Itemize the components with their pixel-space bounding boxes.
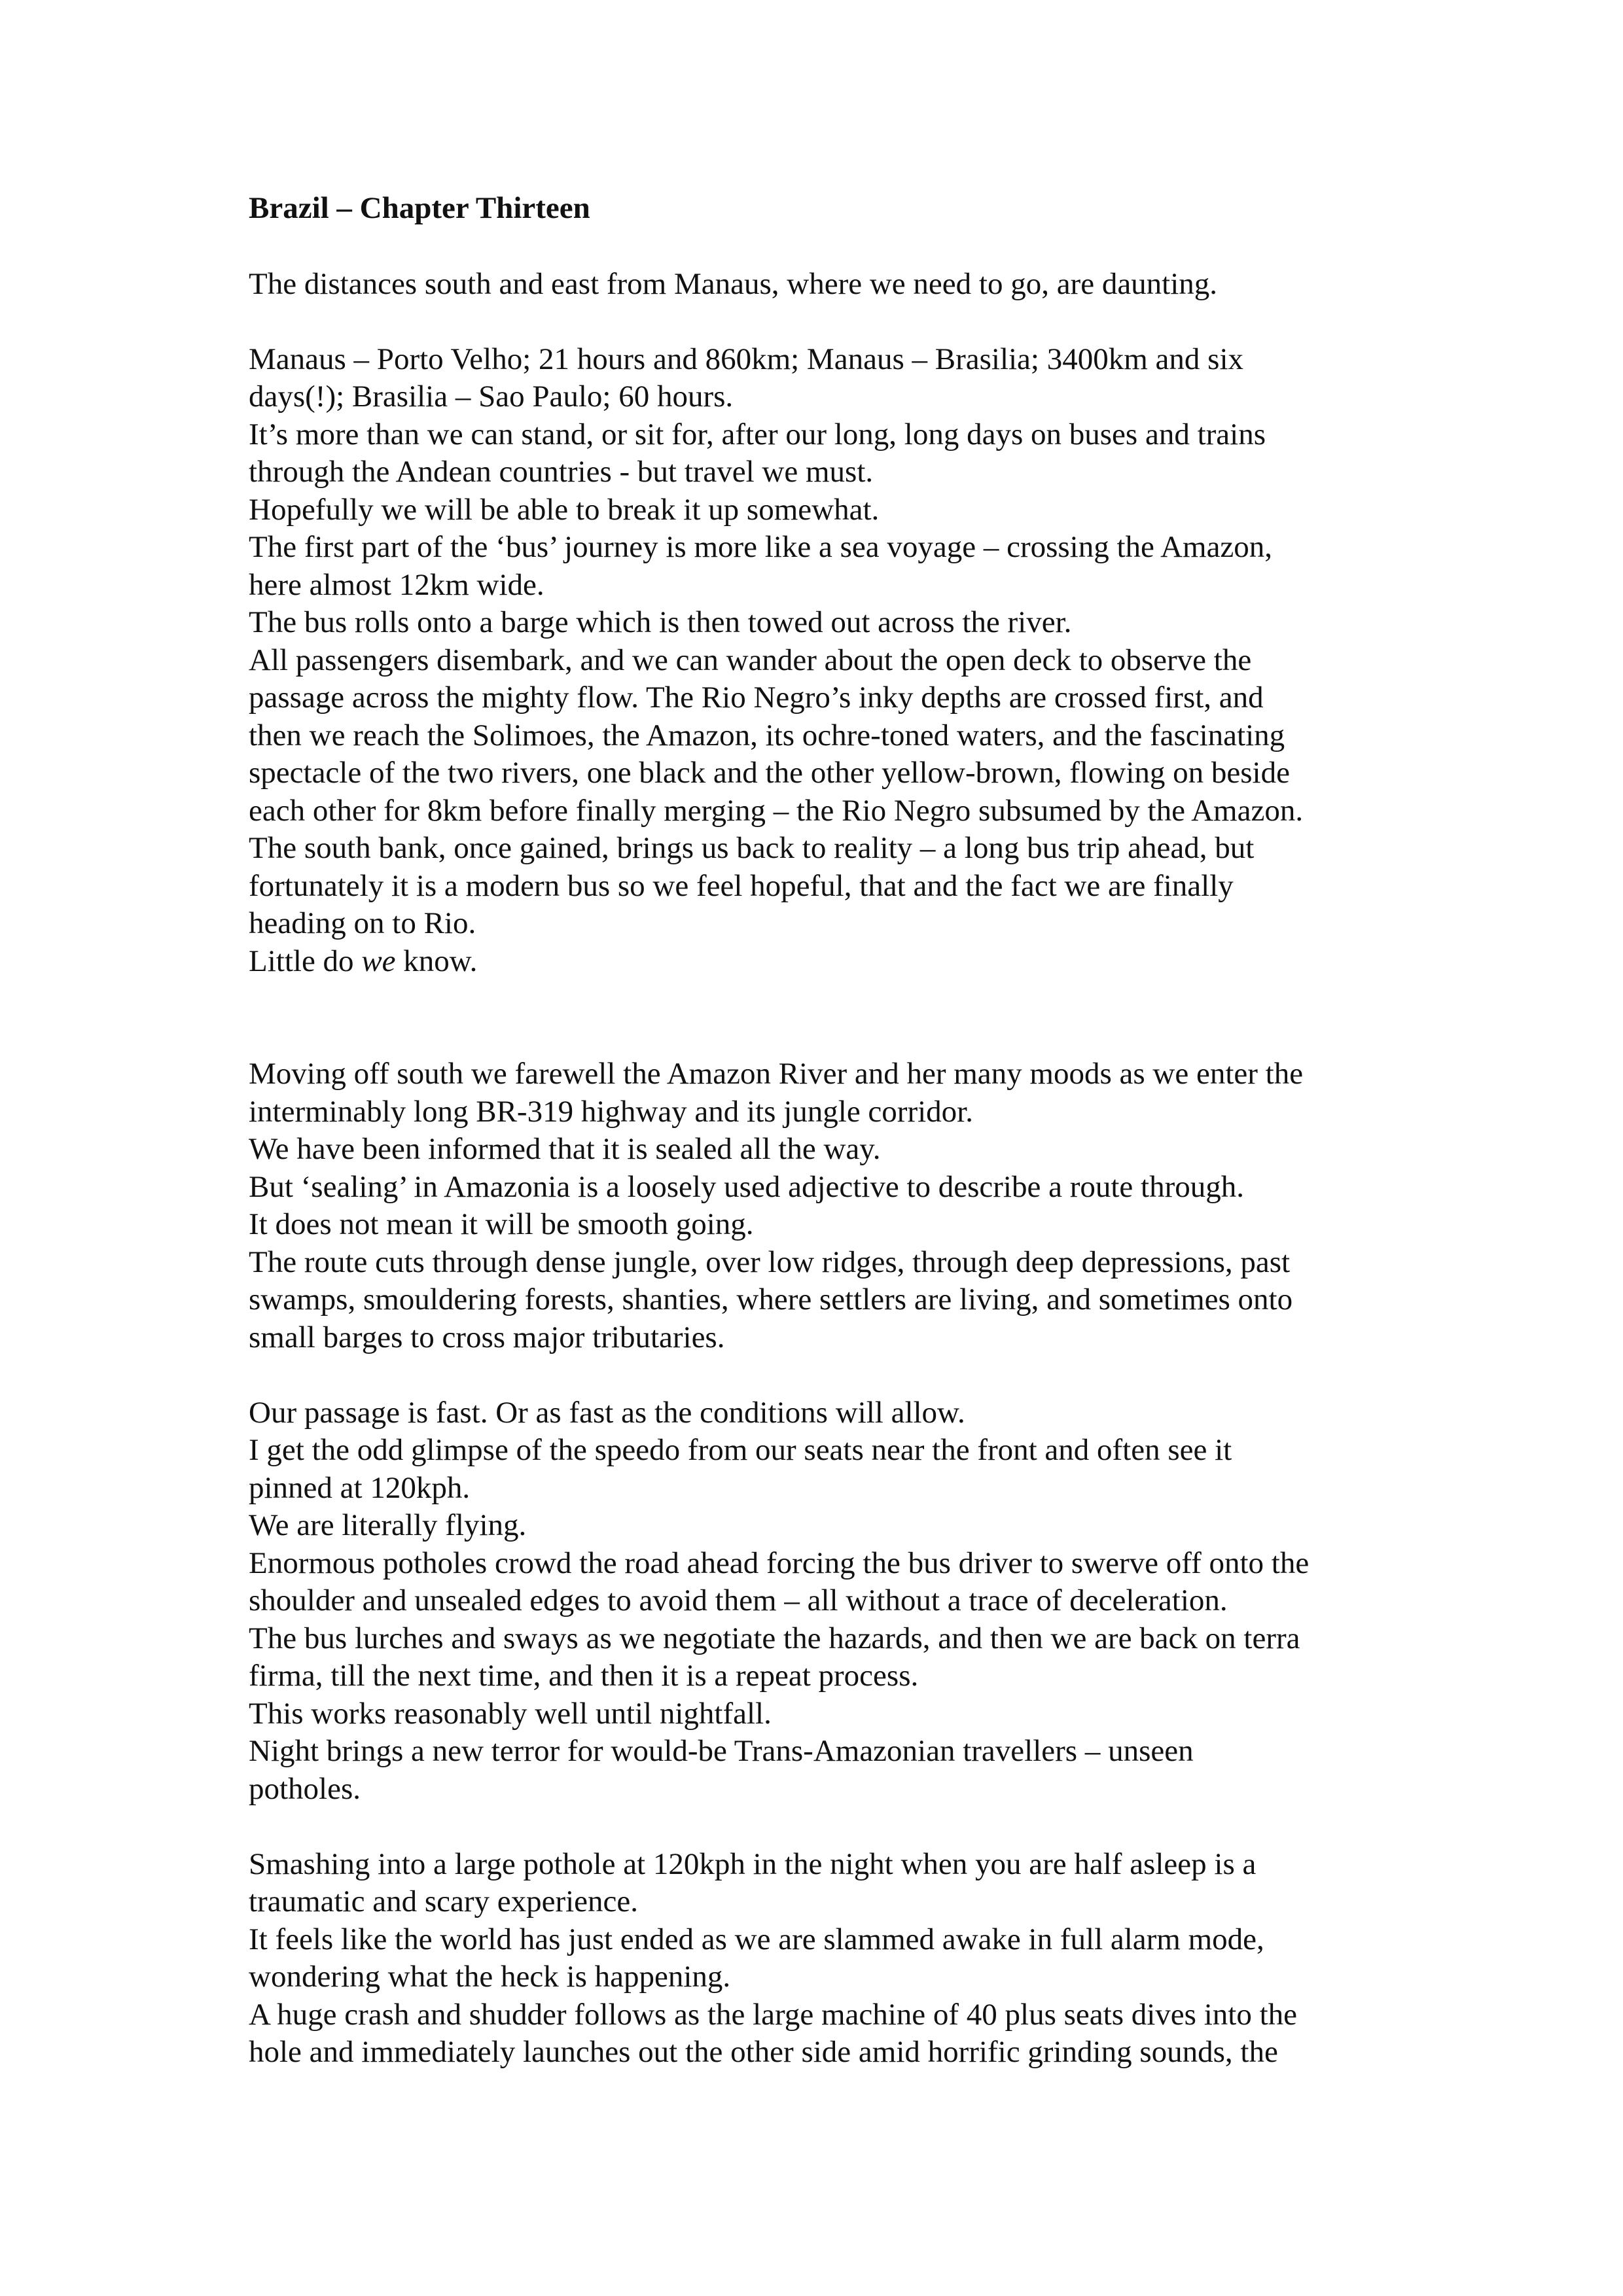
- text-line: The first part of the ‘bus’ journey is more like a sea voyage – crossing the Amazon,: [249, 530, 1273, 564]
- text-line: I get the odd glimpse of the speedo from our seats near the front and often see it: [249, 1433, 1232, 1467]
- paragraph-block: [249, 1055, 1414, 1356]
- text-line: shoulder and unsealed edges to avoid them – all without a trace of deceleration.: [249, 1583, 1228, 1617]
- text-line: heading on to Rio.: [249, 906, 476, 940]
- chapter-title: Brazil – Chapter Thirteen: [249, 191, 590, 225]
- document-paragraphs: [249, 266, 1414, 2072]
- text-line: But ‘sealing’ in Amazonia is a loosely used adjective to describe a route through.: [249, 1169, 1244, 1204]
- text-line: Our passage is fast. Or as fast as the conditions will allow.: [249, 1395, 965, 1430]
- text-fragment: know.: [395, 944, 478, 978]
- text-line: each other for 8km before finally merging – the Rio Negro subsumed by the Amazon.: [249, 793, 1304, 828]
- text-line: The distances south and east from Manaus, where we need to go, are daunting.: [249, 266, 1218, 301]
- text-line: It does not mean it will be smooth going.: [249, 1207, 754, 1241]
- text-line: [249, 943, 1414, 981]
- text-fragment: Little do: [249, 944, 362, 978]
- paragraph-block: [249, 341, 1414, 981]
- text-line: All passengers disembark, and we can wander about the open deck to observe the: [249, 643, 1252, 677]
- text-line: Hopefully we will be able to break it up somewhat.: [249, 492, 880, 527]
- text-line: It’s more than we can stand, or sit for, after our long, long days on buses and trains: [249, 417, 1266, 451]
- text-line: here almost 12km wide.: [249, 567, 544, 602]
- text-line: then we reach the Solimoes, the Amazon, its ochre-toned waters, and the fascinating: [249, 718, 1285, 752]
- emphasis-word: we: [361, 944, 396, 978]
- paragraph-block: [249, 1846, 1414, 2072]
- text-line: The bus lurches and sways as we negotiate the hazards, and then we are back on terra: [249, 1621, 1300, 1655]
- text-line: small barges to cross major tributaries.: [249, 1320, 725, 1354]
- text-line: We are literally flying.: [249, 1508, 527, 1542]
- text-line: through the Andean countries - but travel we must.: [249, 455, 874, 489]
- text-line: swamps, smouldering forests, shanties, where settlers are living, and sometimes onto: [249, 1282, 1293, 1316]
- text-line: The bus rolls onto a barge which is then towed out across the river.: [249, 605, 1072, 639]
- text-line: traumatic and scary experience.: [249, 1884, 639, 1918]
- text-line: A huge crash and shudder follows as the large machine of 40 plus seats dives into the: [249, 1997, 1297, 2032]
- text-line: Night brings a new terror for would-be Trans-Amazonian travellers – unseen: [249, 1734, 1194, 1768]
- text-line: passage across the mighty flow. The Rio Negro’s inky depths are crossed first, and: [249, 680, 1264, 715]
- paragraph-block: [249, 266, 1414, 304]
- document-body: [249, 190, 1414, 2109]
- text-line: pinned at 120kph.: [249, 1470, 471, 1505]
- text-line: interminably long BR-319 highway and its jungle corridor.: [249, 1094, 973, 1129]
- text-line: wondering what the heck is happening.: [249, 1960, 731, 1994]
- text-line: It feels like the world has just ended as we are slammed awake in full alarm mode,: [249, 1922, 1264, 1956]
- text-line: hole and immediately launches out the other side amid horrific grinding sounds, the: [249, 2035, 1278, 2069]
- text-line: The route cuts through dense jungle, over low ridges, through deep depressions, past: [249, 1245, 1291, 1279]
- paragraph-block: [249, 1394, 1414, 1809]
- text-line: Moving off south we farewell the Amazon River and her many moods as we enter the: [249, 1057, 1304, 1091]
- text-line: The south bank, once gained, brings us back to reality – a long bus trip ahead, but: [249, 831, 1255, 865]
- text-line: fortunately it is a modern bus so we feel hopeful, that and the fact we are finally: [249, 868, 1234, 903]
- text-line: potholes.: [249, 1771, 361, 1806]
- text-line: Manaus – Porto Velho; 21 hours and 860km; Manaus – Brasilia; 3400km and six: [249, 342, 1243, 376]
- text-line: Enormous potholes crowd the road ahead forcing the bus driver to swerve off onto the: [249, 1545, 1310, 1580]
- text-line: days(!); Brasilia – Sao Paulo; 60 hours.: [249, 380, 734, 414]
- text-line: We have been informed that it is sealed all the way.: [249, 1132, 881, 1166]
- text-line: This works reasonably well until nightfall.: [249, 1696, 772, 1731]
- text-line: firma, till the next time, and then it is a repeat process.: [249, 1659, 919, 1693]
- text-line: Smashing into a large pothole at 120kph in the night when you are half asleep is a: [249, 1846, 1257, 1881]
- text-line: spectacle of the two rivers, one black and the other yellow-brown, flowing on beside: [249, 756, 1290, 790]
